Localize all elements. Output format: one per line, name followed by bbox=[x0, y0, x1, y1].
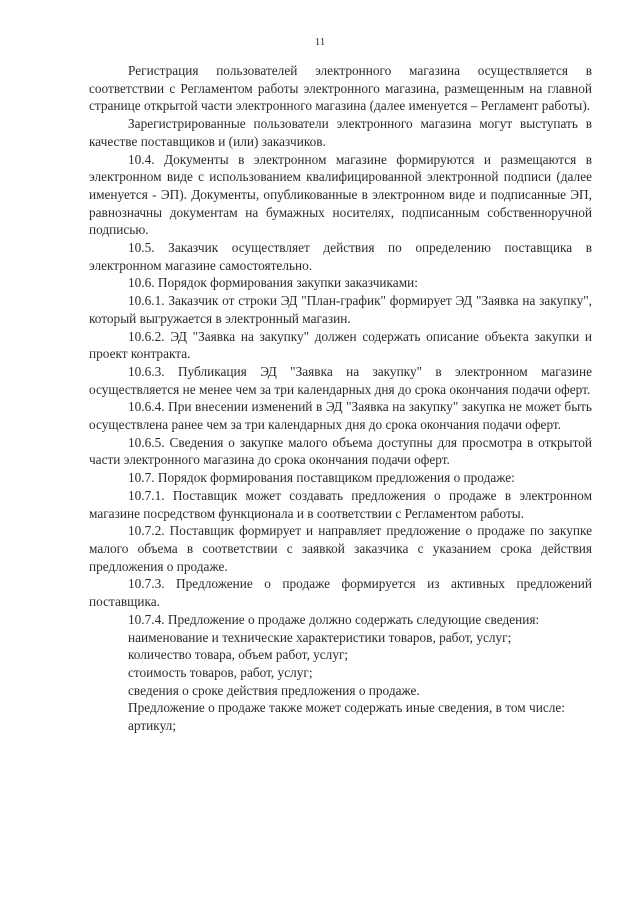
document-body bbox=[89, 62, 592, 735]
list-item: сведения о сроке действия предложения о продаже. bbox=[128, 682, 420, 698]
paragraph: 10.7.3. Предложение о продаже формируется из активных предложений поставщика. bbox=[89, 576, 592, 610]
page-number: 11 bbox=[314, 36, 326, 48]
paragraph: 10.6.5. Сведения о закупке малого объема доступны для просмотра в открытой части электронного магазина до срока окончания подачи оферт. bbox=[89, 434, 592, 468]
paragraph: 10.6.2. ЭД "Заявка на закупку" должен содержать описание объекта закупки и проект контракта. bbox=[89, 328, 592, 362]
paragraph: 10.7.1. Поставщик может создавать предложения о продаже в электронном магазине посредством функционала и в соответствии с Регламентом работы. bbox=[89, 487, 592, 521]
paragraph: 10.4. Документы в электронном магазине формируются и размещаются в электронном виде с использованием квалифицированной электронной подписи (далее именуется - ЭП). Документы, опубликованные в электронном виде и подписанные ЭП, равнозначны документам на бумажных носителях, подписанным собственноручной подписью. bbox=[89, 151, 592, 238]
list-item: стоимость товаров, работ, услуг; bbox=[128, 664, 313, 680]
paragraph: 10.6. Порядок формирования закупки заказчиками: bbox=[128, 275, 418, 291]
paragraph: 10.7. Порядок формирования поставщиком предложения о продаже: bbox=[128, 470, 515, 486]
paragraph: 10.7.2. Поставщик формирует и направляет предложение о продаже по закупке малого объема в соответствии с заявкой заказчика с указанием срока действия предложения о продаже. bbox=[89, 523, 592, 574]
paragraph: Регистрация пользователей электронного магазина осуществляется в соответствии с Регламентом работы электронного магазина, размещенным на главной странице открытой части электронного магазина (далее именуется – Регламент работы). bbox=[89, 63, 592, 114]
paragraph: Предложение о продаже также может содержать иные сведения, в том числе: bbox=[128, 700, 565, 716]
paragraph: 10.5. Заказчик осуществляет действия по определению поставщика в электронном магазине самостоятельно. bbox=[89, 240, 592, 273]
list-item: артикул; bbox=[128, 718, 176, 734]
paragraph: 10.6.4. При внесении изменений в ЭД "Заявка на закупку" закупка не может быть осуществлена ранее чем за три календарных дня до срока окончания подачи оферт. bbox=[89, 399, 592, 433]
list-item: наименование и технические характеристики товаров, работ, услуг; bbox=[128, 629, 512, 645]
paragraph: 10.6.1. Заказчик от строки ЭД "План-график" формирует ЭД "Заявка на закупку", который выгружается в электронный магазин. bbox=[89, 293, 592, 326]
paragraph: 10.7.4. Предложение о продаже должно содержать следующие сведения: bbox=[128, 611, 540, 627]
paragraph: Зарегистрированные пользователи электронного магазина могут выступать в качестве поставщиков и (или) заказчиков. bbox=[89, 116, 592, 149]
list-item: количество товара, объем работ, услуг; bbox=[128, 647, 349, 663]
paragraph: 10.6.3. Публикация ЭД "Заявка на закупку" в электронном магазине осуществляется не менее чем за три календарных дня до срока окончания подачи оферт. bbox=[89, 363, 592, 397]
